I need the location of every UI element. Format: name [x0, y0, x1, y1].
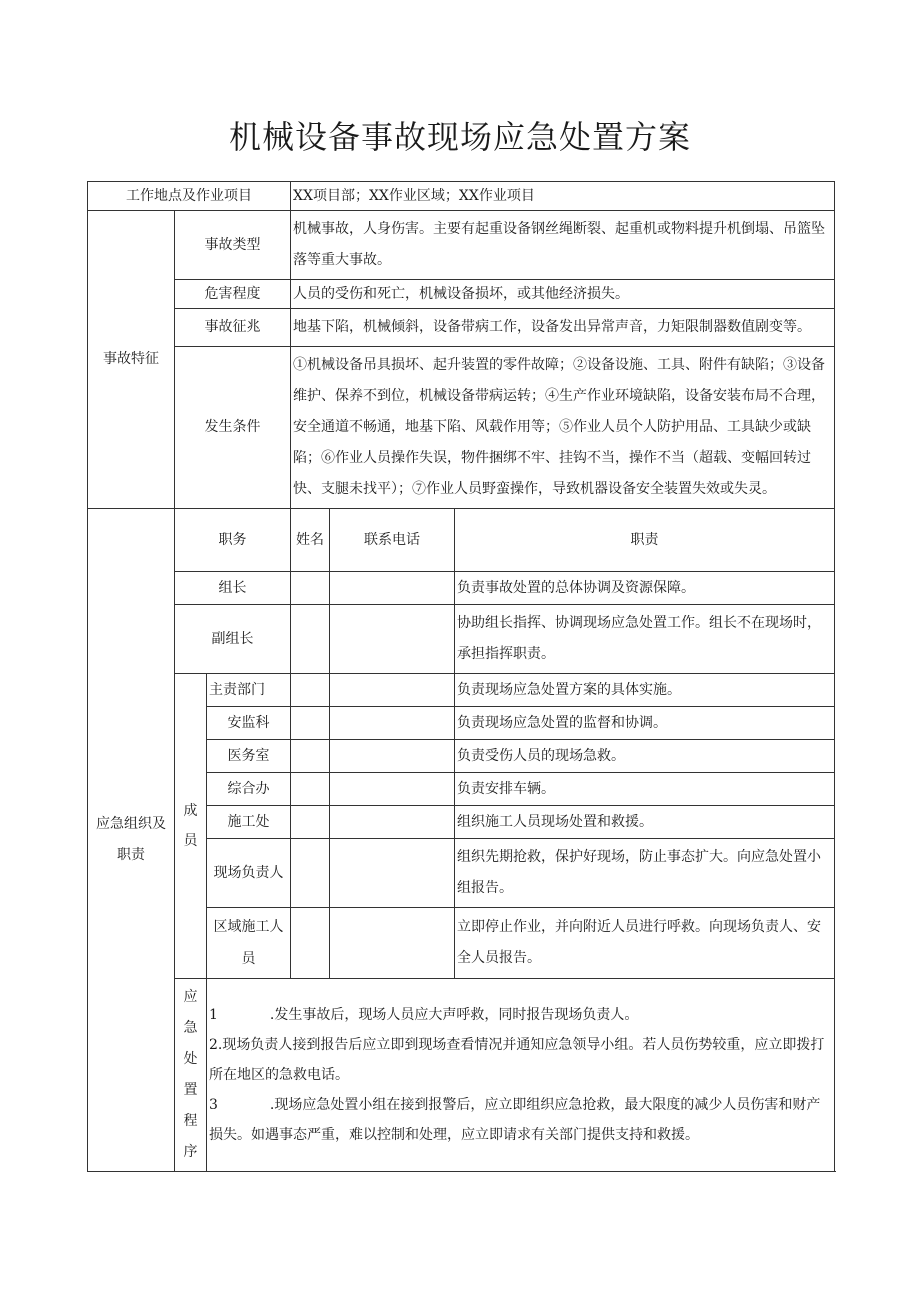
- member-name: [291, 806, 330, 839]
- member-duty: 负责现场应急处置的监督和协调。: [455, 707, 835, 740]
- accident-row: [88, 347, 835, 509]
- warning-signs-label: 事故征兆: [175, 309, 291, 347]
- member-phone: [330, 740, 455, 773]
- procedure-step: [209, 1090, 832, 1150]
- accident-type-value: 机械事故，人身伤害。主要有起重设备钢丝绳断裂、起重机或物料提升机倒塌、吊篮坠落等重大事故。: [291, 211, 835, 280]
- warning-signs-value: 地基下陷，机械倾斜，设备带病工作，设备发出异常声音，力矩限制器数值剧变等。: [291, 309, 835, 347]
- member-name: [291, 707, 330, 740]
- leader-name: [291, 572, 330, 605]
- hazard-level-label: 危害程度: [175, 280, 291, 309]
- member-phone: [330, 839, 455, 908]
- org-header-row: [88, 509, 835, 572]
- deputy-name: [291, 605, 330, 674]
- members-label: 成员: [175, 674, 207, 979]
- header-duty: 职责: [455, 509, 835, 572]
- deputy-phone: [330, 605, 455, 674]
- step-number: 1: [209, 1007, 218, 1023]
- member-phone: [330, 707, 455, 740]
- page-title: 机械设备事故现场应急处置方案: [228, 118, 691, 156]
- procedure-row: [88, 979, 835, 1172]
- step-text: .发生事故后，现场人员应大声呼救，同时报告现场负责人。: [269, 1007, 639, 1023]
- leader-role: 组长: [175, 572, 291, 605]
- accident-row: [88, 211, 835, 280]
- header-name: 姓名: [291, 509, 330, 572]
- conditions-label: 发生条件: [175, 347, 291, 509]
- member-role: 现场负责人: [207, 839, 291, 908]
- member-duty: 组织施工人员现场处置和救援。: [455, 806, 835, 839]
- procedure-step: [209, 1030, 832, 1090]
- conditions-value: ①机械设备吊具损坏、起升装置的零件故障；②设备设施、工具、附件有缺陷；③设备维护、保养不到位，机械设备带病运转；④生产作业环境缺陷，设备安装布局不合理，安全通道不畅通，地基下陷、风载作用等；⑤作业人员个人防护用品、工具缺少或缺陷；⑥作业人员操作失误，物件捆绑不牢、挂钩不当，操作不当（超载、变幅回转过快、支腿未找平）；⑦作业人员野蛮操作，导致机器设备安全装置失效或失灵。: [291, 347, 835, 509]
- worksite-value: XX项目部；XX作业区域；XX作业项目: [291, 182, 835, 211]
- member-phone: [330, 908, 455, 979]
- member-phone: [330, 773, 455, 806]
- member-name: [291, 773, 330, 806]
- member-role: 施工处: [207, 806, 291, 839]
- member-row: [88, 674, 835, 707]
- worksite-label: 工作地点及作业项目: [88, 182, 291, 211]
- member-role: 安监科: [207, 707, 291, 740]
- member-role: 区域施工人员: [207, 908, 291, 979]
- procedure-steps: [207, 979, 835, 1172]
- member-name: [291, 674, 330, 707]
- header-role: 职务: [175, 509, 291, 572]
- member-phone: [330, 674, 455, 707]
- member-duty: 立即停止作业，并向附近人员进行呼救。向现场负责人、安全人员报告。: [455, 908, 835, 979]
- member-name: [291, 740, 330, 773]
- procedure-step: [209, 1000, 832, 1030]
- accident-type-label: 事故类型: [175, 211, 291, 280]
- member-duty: 负责安排车辆。: [455, 773, 835, 806]
- worksite-row: [88, 182, 835, 211]
- org-row: [88, 572, 835, 605]
- plan-table: [87, 181, 835, 1172]
- step-number: 2: [209, 1037, 218, 1053]
- member-name: [291, 908, 330, 979]
- leader-phone: [330, 572, 455, 605]
- hazard-level-value: 人员的受伤和死亡，机械设备损坏，或其他经济损失。: [291, 280, 835, 309]
- deputy-duty: 协助组长指挥、协调现场应急处置工作。组长不在现场时，承担指挥职责。: [455, 605, 835, 674]
- accident-row: [88, 309, 835, 347]
- accident-row: [88, 280, 835, 309]
- header-phone: 联系电话: [330, 509, 455, 572]
- member-duty: 负责受伤人员的现场急救。: [455, 740, 835, 773]
- step-text: .现场应急处置小组在接到报警后，应立即组织应急抢救，最大限度的减少人员伤害和财产损失。如遇事态严重，难以控制和处理，应立即请求有关部门提供支持和救援。: [209, 1097, 821, 1143]
- step-number: 3: [209, 1097, 218, 1113]
- procedure-section-label: 应急处置程序: [175, 979, 207, 1172]
- member-name: [291, 839, 330, 908]
- member-role: 综合办: [207, 773, 291, 806]
- accident-section-label: 事故特征: [88, 211, 175, 509]
- step-text: .现场负责人接到报告后应立即到现场查看情况并通知应急领导小组。若人员伤势较重，应立即拨打所在地区的急救电话。: [209, 1037, 825, 1083]
- leader-duty: 负责事故处置的总体协调及资源保障。: [455, 572, 835, 605]
- member-duty: 负责现场应急处置方案的具体实施。: [455, 674, 835, 707]
- member-duty: 组织先期抢救，保护好现场，防止事态扩大。向应急处置小组报告。: [455, 839, 835, 908]
- org-section-label: 应急组织及职责: [88, 509, 175, 1172]
- member-phone: [330, 806, 455, 839]
- member-role: 主责部门: [207, 674, 291, 707]
- org-row: [88, 605, 835, 674]
- deputy-role: 副组长: [175, 605, 291, 674]
- member-role: 医务室: [207, 740, 291, 773]
